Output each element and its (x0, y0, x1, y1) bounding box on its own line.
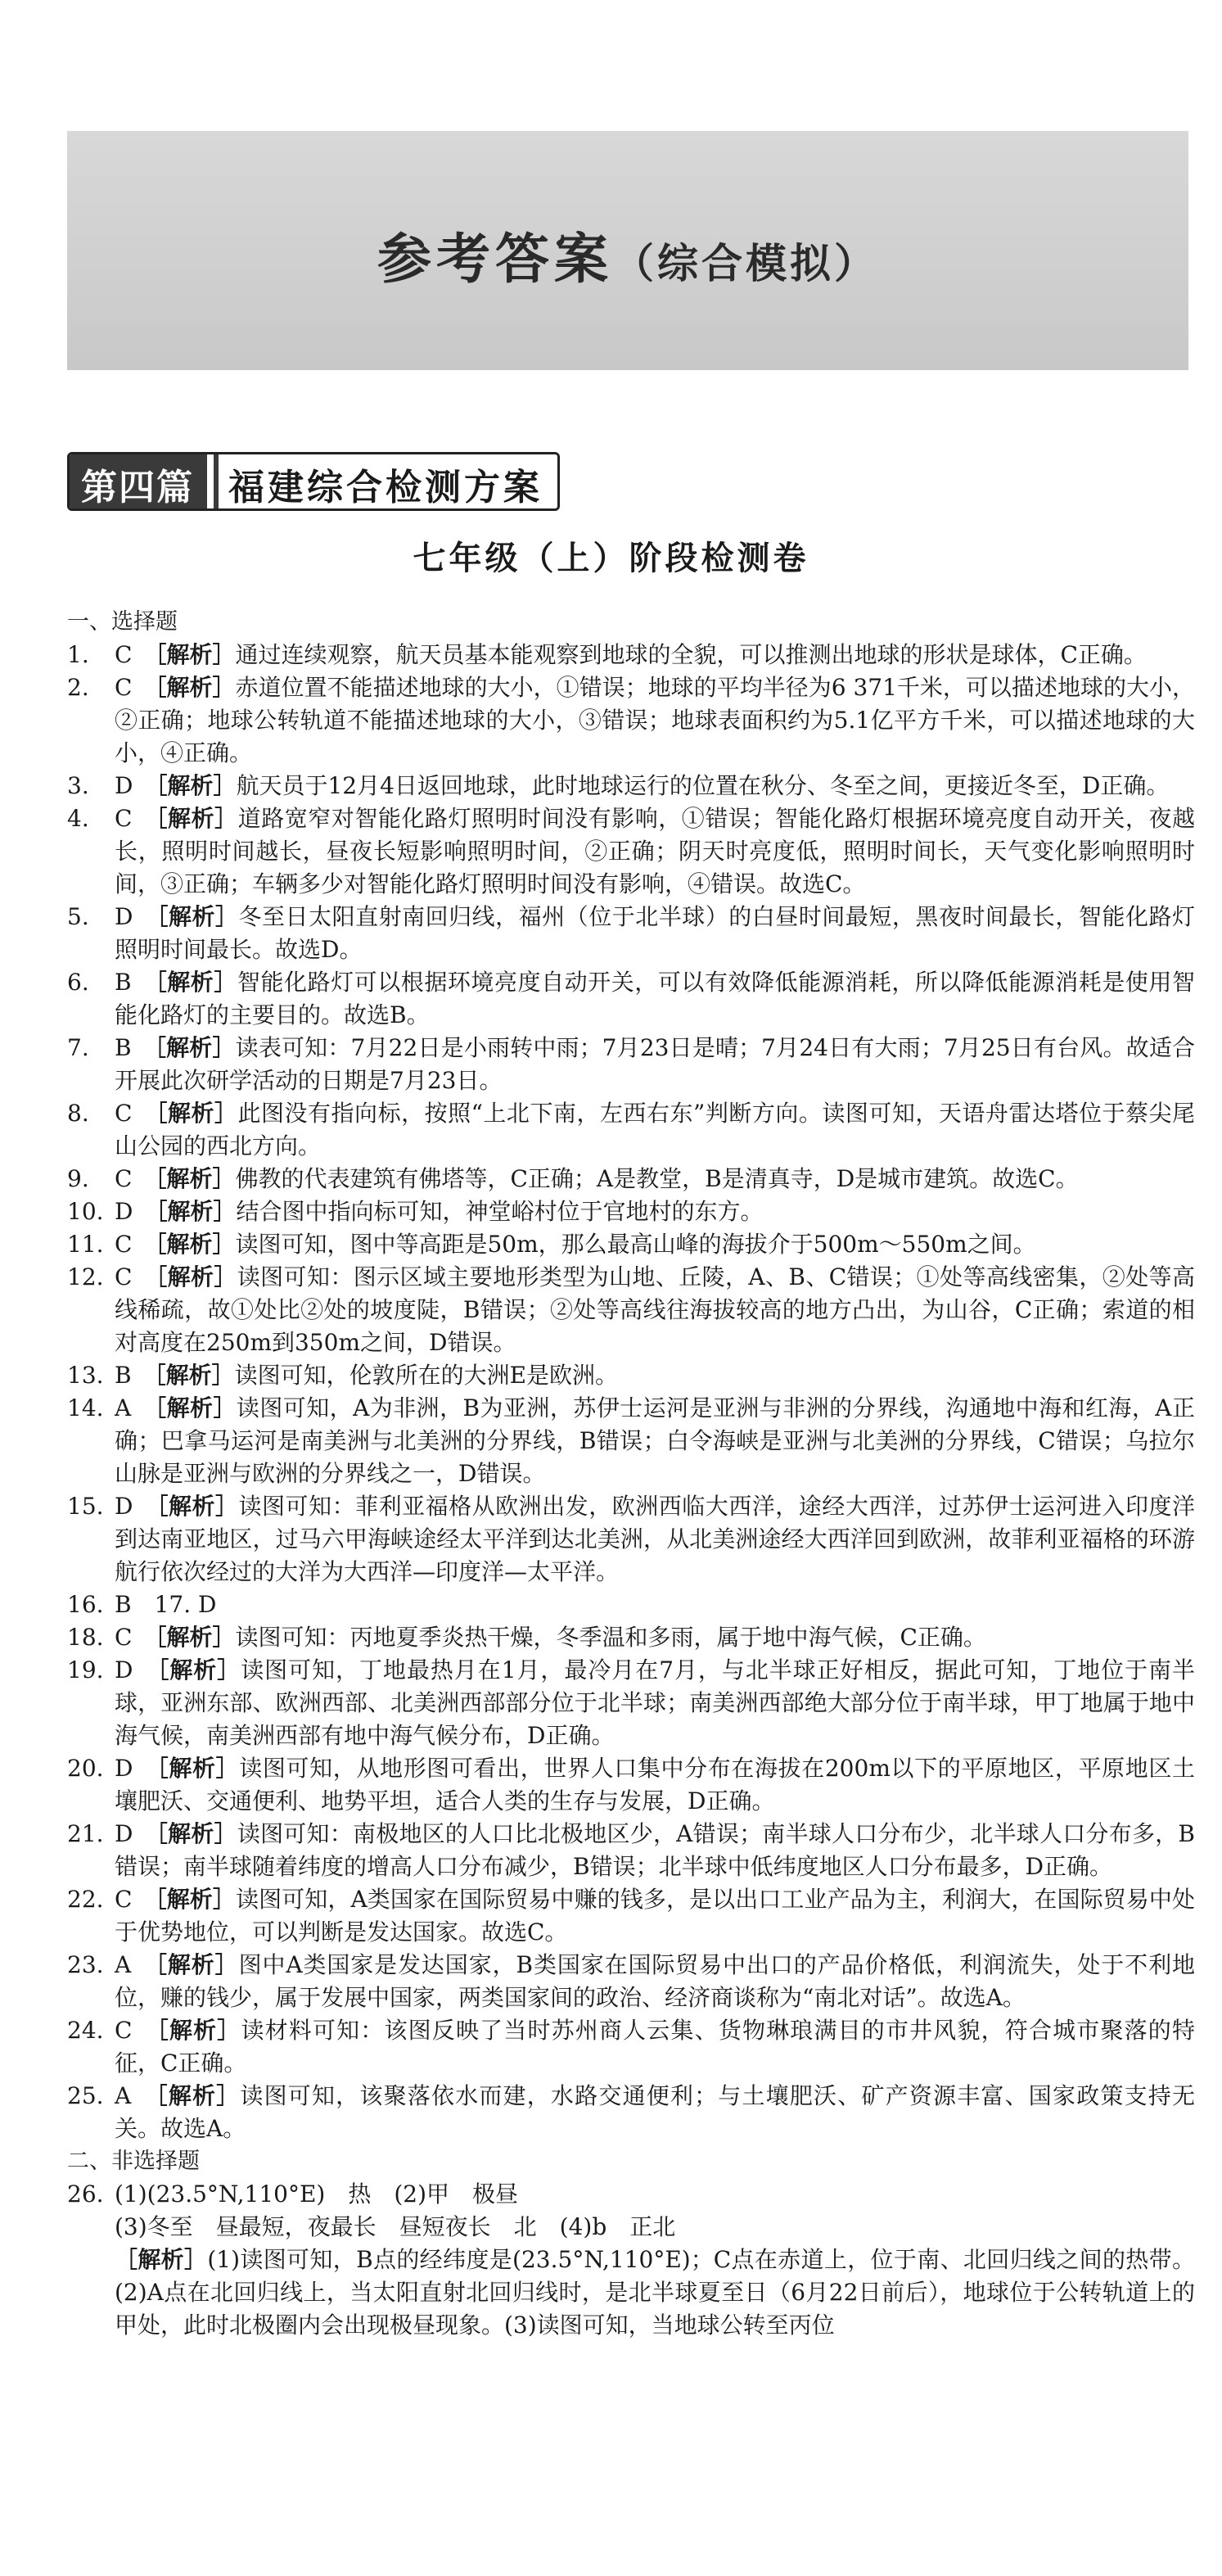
analysis-tag: ［解析］ (156, 1198, 237, 1225)
analysis-text: 读图可知，从地形图可看出，世界人口集中分布在海拔在200m以下的平原地区，平原地区土壤肥沃、交通便利、地势平坦，适合人类的生存与发展，D正确。 (115, 1755, 1195, 1814)
answer-number: 12. (67, 1263, 104, 1290)
answer-item (67, 1228, 1195, 1261)
answer-number: 1. (67, 641, 89, 668)
answer-item (67, 901, 1195, 966)
answer-choice: C (115, 1263, 133, 1290)
analysis-text: 读材料可知：该图反映了当时苏州商人云集、货物琳琅满目的市井风貌，符合城市聚落的特征，C正确。 (115, 2017, 1195, 2077)
analysis-text: 此图没有指向标，按照“上北下南，左西右东”判断方向。读图可知，天语舟雷达塔位于蔡尖尾山公园的西北方向。 (115, 1100, 1195, 1159)
answer-number: 23. (67, 1951, 104, 1978)
analysis-text: 读图可知，A类国家在国际贸易中赚的钱多，是以出口工业产品为主，利润大，在国际贸易中处于优势地位，可以判断是发达国家。故选C。 (115, 1886, 1195, 1946)
analysis-tag: ［解析］ (155, 969, 237, 996)
analysis-tag: ［解析］ (155, 641, 236, 668)
answer-item (67, 1490, 1195, 1589)
answer-content (67, 606, 1195, 2342)
answer-number: 10. (67, 1198, 104, 1225)
answer-number: 16. (67, 1591, 104, 1618)
answer-choice: A (115, 1951, 132, 1978)
answer-item (67, 2080, 1195, 2145)
answer-number: 22. (67, 1886, 104, 1913)
part1-heading: 一、选择题 (67, 609, 178, 635)
analysis-tag: ［解析］ (156, 805, 238, 832)
analysis-text: 读图可知，该聚落依水而建，水路交通便利；与土壤肥沃、矿产资源丰富、国家政策支持无关。故选A。 (115, 2082, 1195, 2142)
exam-title: 七年级（上）阶段检测卷 (413, 540, 809, 577)
analysis-tag: ［解析］ (156, 1493, 239, 1520)
analysis-tag: ［解析］ (156, 903, 239, 930)
answer-number: 3. (67, 772, 89, 799)
answer-choice: B (115, 969, 132, 996)
analysis-text: 佛教的代表建筑有佛塔等，C正确；A是教堂，B是清真寺，D是城市建筑。故选C。 (235, 1165, 1079, 1192)
title-sub: （综合模拟） (613, 240, 878, 287)
analysis-text: 道路宽窄对智能化路灯照明时间没有影响，①错误；智能化路灯根据环境亮度自动开关，夜越长，照明时间越长，昼夜长短影响照明时间，②正确；阴天时亮度低，照明时间长，天气变化影响照明时间，③正确；车辆多少对智能化路灯照明时间没有影响，④错误。故选C。 (115, 805, 1195, 897)
page-title (67, 215, 1188, 293)
analysis-tag: ［解析］ (155, 674, 236, 701)
analysis-tag: ［解析］ (155, 1624, 236, 1651)
answer-item (67, 1032, 1195, 1097)
analysis-text: 结合图中指向标可知，神堂峪村位于官地村的东方。 (236, 1198, 764, 1225)
answer-choice: C (115, 674, 133, 701)
answer-number: 19. (67, 1656, 104, 1683)
answer-choice: B (115, 1034, 132, 1061)
q26-answer (67, 2178, 1195, 2211)
analysis-text: 通过连续观察，航天员基本能观察到地球的全貌，可以推测出地球的形状是球体，C正确。 (235, 641, 1147, 668)
answer-number: 20. (67, 1755, 104, 1782)
analysis-text: 读图可知，图中等高距是50m，那么最高山峰的海拔介于500m～550m之间。 (235, 1231, 1036, 1258)
part2-heading: 二、非选择题 (67, 2149, 200, 2174)
analysis-text: 图中A类国家是发达国家，B类国家在国际贸易中出口的产品价格低，利润流失，处于不利地位，赚的钱少，属于发展中国家，两类国家间的政治、经济商谈称为“南北对话”。故选A。 (115, 1951, 1195, 2011)
answer-item (67, 639, 1195, 671)
answer-number: 2. (67, 674, 89, 701)
answer-item (67, 1883, 1195, 1949)
analysis-text: 读图可知：菲利亚福格从欧洲出发，欧洲西临大西洋，途经大西洋，过苏伊士运河进入印度洋到达南亚地区，过马六甲海峡途经太平洋到达北美洲，从北美洲途经大西洋回到欧洲，故菲利亚福格的环游航行依次经过的大洋为大西洋—印度洋—太平洋。 (115, 1493, 1195, 1585)
analysis-text: 读图可知，伦敦所在的大洲E是欧洲。 (234, 1362, 619, 1389)
answer-number: 9. (67, 1165, 89, 1192)
answer-number: 25. (67, 2082, 104, 2109)
answer-choice: D (115, 1493, 133, 1520)
analysis-tag: ［解析］ (155, 1231, 236, 1258)
answer-number: 6. (67, 969, 89, 996)
section-name: 福建综合检测方案 (207, 454, 557, 508)
answer-number: 5. (67, 903, 89, 930)
answer-item (67, 1195, 1195, 1228)
analysis-tag: ［解析］ (154, 1362, 235, 1389)
answer-choice: B (115, 1362, 132, 1389)
analysis-text: 赤道位置不能描述地球的大小，①错误；地球的平均半径为6 371千米，可以描述地球的大小，②正确；地球公转轨道不能描述地球的大小，③错误；地球表面积约为5.1亿平方千米，可以描述地球的大小，④正确。 (115, 674, 1195, 766)
answer-choice: C (115, 641, 133, 668)
analysis-text: 读图可知：南极地区的人口比北极地区少，A错误；南半球人口分布少，北半球人口分布多，B错误；南半球随着纬度的增高人口分布减少，B错误；北半球中低纬度地区人口分布最多，D正确。 (115, 1820, 1195, 1880)
analysis-text: 读图可知，丁地最热月在1月，最冷月在7月，与北半球正好相反，据此可知，丁地位于南半球，亚洲东部、欧洲西部、北美洲西部部分位于北半球；南美洲西部绝大部分位于南半球，甲丁地属于地中海气候，南美洲西部有地中海气候分布，D正确。 (115, 1656, 1195, 1749)
analysis-tag: ［解析］ (156, 1263, 237, 1290)
analysis-tag: ［解析］ (156, 1820, 237, 1847)
answer-number: 11. (67, 1231, 104, 1258)
analysis-tag: ［解析］ (155, 1394, 237, 1421)
analysis-text: 航天员于12月4日返回地球，此时地球运行的位置在秋分、冬至之间，更接近冬至，D正确。 (236, 772, 1170, 799)
answer-number: 14. (67, 1394, 104, 1421)
answer-choice: C (115, 1165, 133, 1192)
analysis-text: 读图可知：图示区域主要地形类型为山地、丘陵，A、B、C错误；①处等高线密集，②处等高线稀疏，故①处比②处的坡度陡，B错误；②处等高线往海拔较高的地方凸出，为山谷，C正确；索道的相对高度在250m到350m之间，D错误。 (115, 1263, 1195, 1356)
answer-list (67, 639, 1195, 2145)
analysis-text: 17. D (154, 1591, 217, 1618)
q26-analysis-text: (1)读图可知，B点的经纬度是(23.5°N,110°E)；C点在赤道上，位于南、北回归线之间的热带。(2)A点在北回归线上，当太阳直射北回归线时，是北半球夏至日（6月22日前后），地球位于公转轨道上的甲处，此时北极圈内会出现极昼现象。(3)读图可知，当地球公转至丙位 (115, 2246, 1195, 2339)
analysis-tag: ［解析］ (156, 1755, 240, 1782)
answer-item (67, 1163, 1195, 1195)
answer-item (67, 1589, 1195, 1621)
answer-choice: C (115, 1624, 133, 1651)
answer-choice: D (115, 772, 133, 799)
analysis-tag: ［解析］ (154, 1034, 236, 1061)
q26-line1: (1)(23.5°N,110°E) 热 (2)甲 极昼 (115, 2181, 519, 2208)
analysis-tag: ［解析］ (156, 772, 237, 799)
header-banner (67, 131, 1188, 370)
answer-choice: B (115, 1591, 132, 1618)
answer-choice: D (115, 1198, 133, 1225)
answer-choice: D (115, 1755, 133, 1782)
analysis-tag: ［解析］ (156, 1100, 238, 1127)
answer-choice: D (115, 1656, 133, 1683)
answer-item (67, 802, 1195, 901)
q26-line2: (3)冬至 昼最短，夜最长 昼短夜长 北 (4)b 正北 (115, 2213, 676, 2240)
analysis-text: 读图可知：丙地夏季炎热干燥，冬季温和多雨，属于地中海气候，C正确。 (235, 1624, 986, 1651)
analysis-text: 智能化路灯可以根据环境亮度自动开关，可以有效降低能源消耗，所以降低能源消耗是使用智能化路灯的主要目的。故选B。 (115, 969, 1195, 1028)
answer-item (67, 770, 1195, 802)
answer-choice: C (115, 805, 133, 832)
answer-number: 4. (67, 805, 89, 832)
answer-number: 15. (67, 1493, 104, 1520)
answer-number: 24. (67, 2017, 104, 2044)
analysis-text: 读图可知，A为非洲，B为亚洲，苏伊士运河是亚洲与非洲的分界线，沟通地中海和红海，A正确；巴拿马运河是南美洲与北美洲的分界线，B错误；白令海峡是亚洲与北美洲的分界线，C错误；乌拉尔山脉是亚洲与欧洲的分界线之一，D错误。 (115, 1394, 1195, 1487)
answer-item (67, 1359, 1195, 1392)
answer-item (67, 1097, 1195, 1163)
answer-choice: D (115, 903, 133, 930)
answer-item (67, 1621, 1195, 1654)
section-label (67, 452, 560, 511)
q26-analysis (67, 2244, 1195, 2342)
answer-number: 18. (67, 1624, 104, 1651)
answer-choice: C (115, 2017, 133, 2044)
answer-item (67, 1752, 1195, 1818)
analysis-tag: ［解析］ (156, 2017, 241, 2044)
analysis-tag: ［解析］ (157, 1656, 241, 1683)
q26-analysis-tag: ［解析］ (115, 2246, 208, 2273)
answer-item (67, 1654, 1195, 1752)
answer-number: 13. (67, 1362, 104, 1389)
analysis-tag: ［解析］ (155, 1165, 236, 1192)
answer-choice: A (115, 1394, 132, 1421)
answer-choice: C (115, 1231, 133, 1258)
answer-number: 21. (67, 1820, 104, 1847)
answer-choice: C (115, 1886, 133, 1913)
answer-item (67, 1949, 1195, 2014)
analysis-text: 冬至日太阳直射南回归线，福州（位于北半球）的白昼时间最短，黑夜时间最长，智能化路灯照明时间最长。故选D。 (115, 903, 1195, 963)
q26-number: 26. (67, 2181, 104, 2208)
answer-number: 7. (67, 1034, 89, 1061)
analysis-tag: ［解析］ (156, 1951, 239, 1978)
answer-item (67, 1392, 1195, 1490)
section-number: 第四篇 (70, 454, 207, 508)
analysis-tag: ［解析］ (156, 2082, 241, 2109)
answer-choice: D (115, 1820, 133, 1847)
answer-item (67, 1818, 1195, 1883)
answer-choice: A (115, 2082, 132, 2109)
analysis-tag: ［解析］ (155, 1886, 236, 1913)
answer-item (67, 1261, 1195, 1359)
answer-item (67, 2014, 1195, 2080)
title-main: 参考答案 (377, 228, 613, 291)
answer-item (67, 671, 1195, 770)
answer-choice: C (115, 1100, 133, 1127)
answer-number: 8. (67, 1100, 89, 1127)
analysis-text: 读表可知：7月22日是小雨转中雨；7月23日是晴；7月24日有大雨；7月25日有台风。故适合开展此次研学活动的日期是7月23日。 (115, 1034, 1195, 1094)
answer-item (67, 966, 1195, 1032)
